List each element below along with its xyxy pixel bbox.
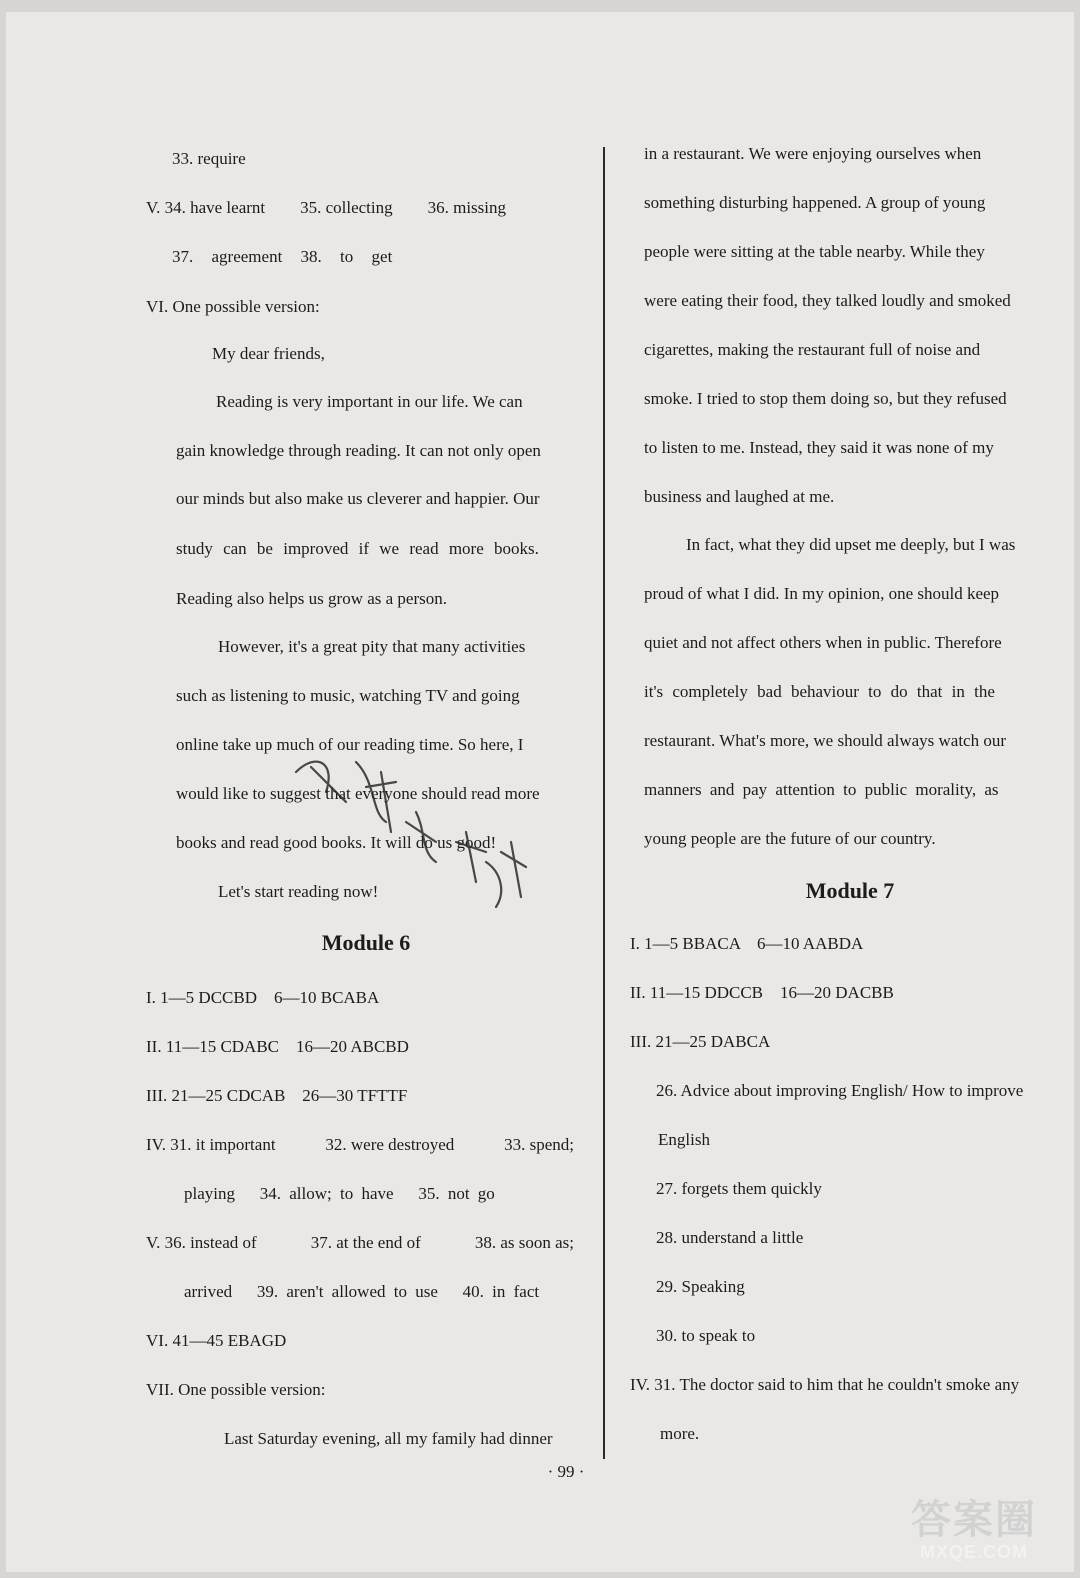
story-p1-l7: to listen to me. Instead, they said it was none of my xyxy=(644,438,994,457)
answer-29: 29. Speaking xyxy=(656,1277,745,1296)
module-6-v-line1: V. 36. instead of 37. at the end of 38. as soon as; xyxy=(146,1233,574,1252)
watermark-logo-text: 答案圈 xyxy=(911,1498,1037,1542)
answers-37-38: 37. agreement 38. to get xyxy=(172,247,393,266)
module-6-ii: II. 11—15 CDABC 16—20 ABCBD xyxy=(146,1037,409,1056)
section-vi-heading: VI. One possible version: xyxy=(146,297,320,316)
module-6-vii-start: Last Saturday evening, all my family had dinner xyxy=(224,1429,553,1448)
watermark-logo xyxy=(886,1498,1062,1564)
story-p2-l5: restaurant. What's more, we should always watch our xyxy=(644,731,1007,750)
module-6-iv-line1: IV. 31. it important 32. were destroyed 33. spend; xyxy=(146,1135,574,1154)
story-p1-l2: something disturbing happened. A group of young xyxy=(644,193,986,212)
answers-v-34-36: V. 34. have learnt 35. collecting 36. missing xyxy=(146,198,506,217)
module-6-i: I. 1—5 DCCBD 6—10 BCABA xyxy=(146,988,380,1007)
story-p2-l1: In fact, what they did upset me deeply, but I was xyxy=(686,535,1016,554)
answer-27: 27. forgets them quickly xyxy=(656,1179,822,1198)
essay-salutation: My dear friends, xyxy=(212,344,325,363)
module-7-iv-31-cont: more. xyxy=(660,1424,700,1443)
essay-p2-l4: would like to suggest that everyone should read more xyxy=(176,784,540,803)
answer-key-page xyxy=(6,12,1074,1572)
module-6-v-line2: arrived 39. aren't allowed to use 40. in fact xyxy=(184,1282,540,1301)
handwriting-scribble xyxy=(286,732,546,922)
module-6-vi: VI. 41—45 EBAGD xyxy=(146,1331,287,1350)
story-p2-l2: proud of what I did. In my opinion, one should keep xyxy=(644,584,1000,603)
essay-closing: Let's start reading now! xyxy=(218,882,379,901)
essay-p1-l1: Reading is very important in our life. We can xyxy=(216,392,523,411)
page-number: · 99 · xyxy=(547,1462,585,1481)
answer-26-cont: English xyxy=(658,1130,710,1149)
story-p2-l4: it's completely bad behaviour to do that in the xyxy=(644,682,995,701)
answer-30: 30. to speak to xyxy=(656,1326,756,1345)
module-7-iv-31: IV. 31. The doctor said to him that he couldn't smoke any xyxy=(630,1375,1020,1394)
module-7-title: Module 7 xyxy=(805,878,895,903)
column-divider xyxy=(603,147,605,1459)
module-7-iii: III. 21—25 DABCA xyxy=(630,1032,771,1051)
module-6-vii-heading: VII. One possible version: xyxy=(146,1380,326,1399)
watermark-url: MXQE.COM xyxy=(919,1542,1028,1562)
essay-p1-l5: Reading also helps us grow as a person. xyxy=(176,589,448,608)
essay-p2-l5: books and read good books. It will do us good! xyxy=(176,833,497,852)
answer-26: 26. Advice about improving English/ How to improve xyxy=(656,1081,1024,1100)
essay-p1-l4: study can be improved if we read more books. xyxy=(176,539,539,558)
essay-p2-l1: However, it's a great pity that many activities xyxy=(218,637,526,656)
story-p1-l8: business and laughed at me. xyxy=(644,487,835,506)
module-7-ii: II. 11—15 DDCCB 16—20 DACBB xyxy=(630,983,894,1002)
module-6-title: Module 6 xyxy=(321,930,411,955)
answer-28: 28. understand a little xyxy=(656,1228,804,1247)
story-p2-l6: manners and pay attention to public morality, as xyxy=(644,780,999,799)
story-p1-l3: people were sitting at the table nearby. While they xyxy=(644,242,985,261)
essay-p1-l2: gain knowledge through reading. It can not only open xyxy=(176,441,541,460)
story-p1-l1: in a restaurant. We were enjoying ourselves when xyxy=(644,144,982,163)
story-p2-l7: young people are the future of our country. xyxy=(644,829,936,848)
essay-p2-l3: online take up much of our reading time. So here, I xyxy=(176,735,524,754)
story-p1-l6: smoke. I tried to stop them doing so, but they refused xyxy=(644,389,1007,408)
essay-p1-l3: our minds but also make us cleverer and happier. Our xyxy=(176,489,540,508)
module-7-i: I. 1—5 BBACA 6—10 AABDA xyxy=(630,934,864,953)
story-p2-l3: quiet and not affect others when in public. Therefore xyxy=(644,633,1002,652)
story-p1-l5: cigarettes, making the restaurant full of noise and xyxy=(644,340,981,359)
story-p1-l4: were eating their food, they talked loudly and smoked xyxy=(644,291,1011,310)
answer-33: 33. require xyxy=(172,149,246,168)
module-6-iii: III. 21—25 CDCAB 26—30 TFTTF xyxy=(146,1086,408,1105)
essay-p2-l2: such as listening to music, watching TV and going xyxy=(176,686,520,705)
module-6-iv-line2: playing 34. allow; to have 35. not go xyxy=(184,1184,495,1203)
